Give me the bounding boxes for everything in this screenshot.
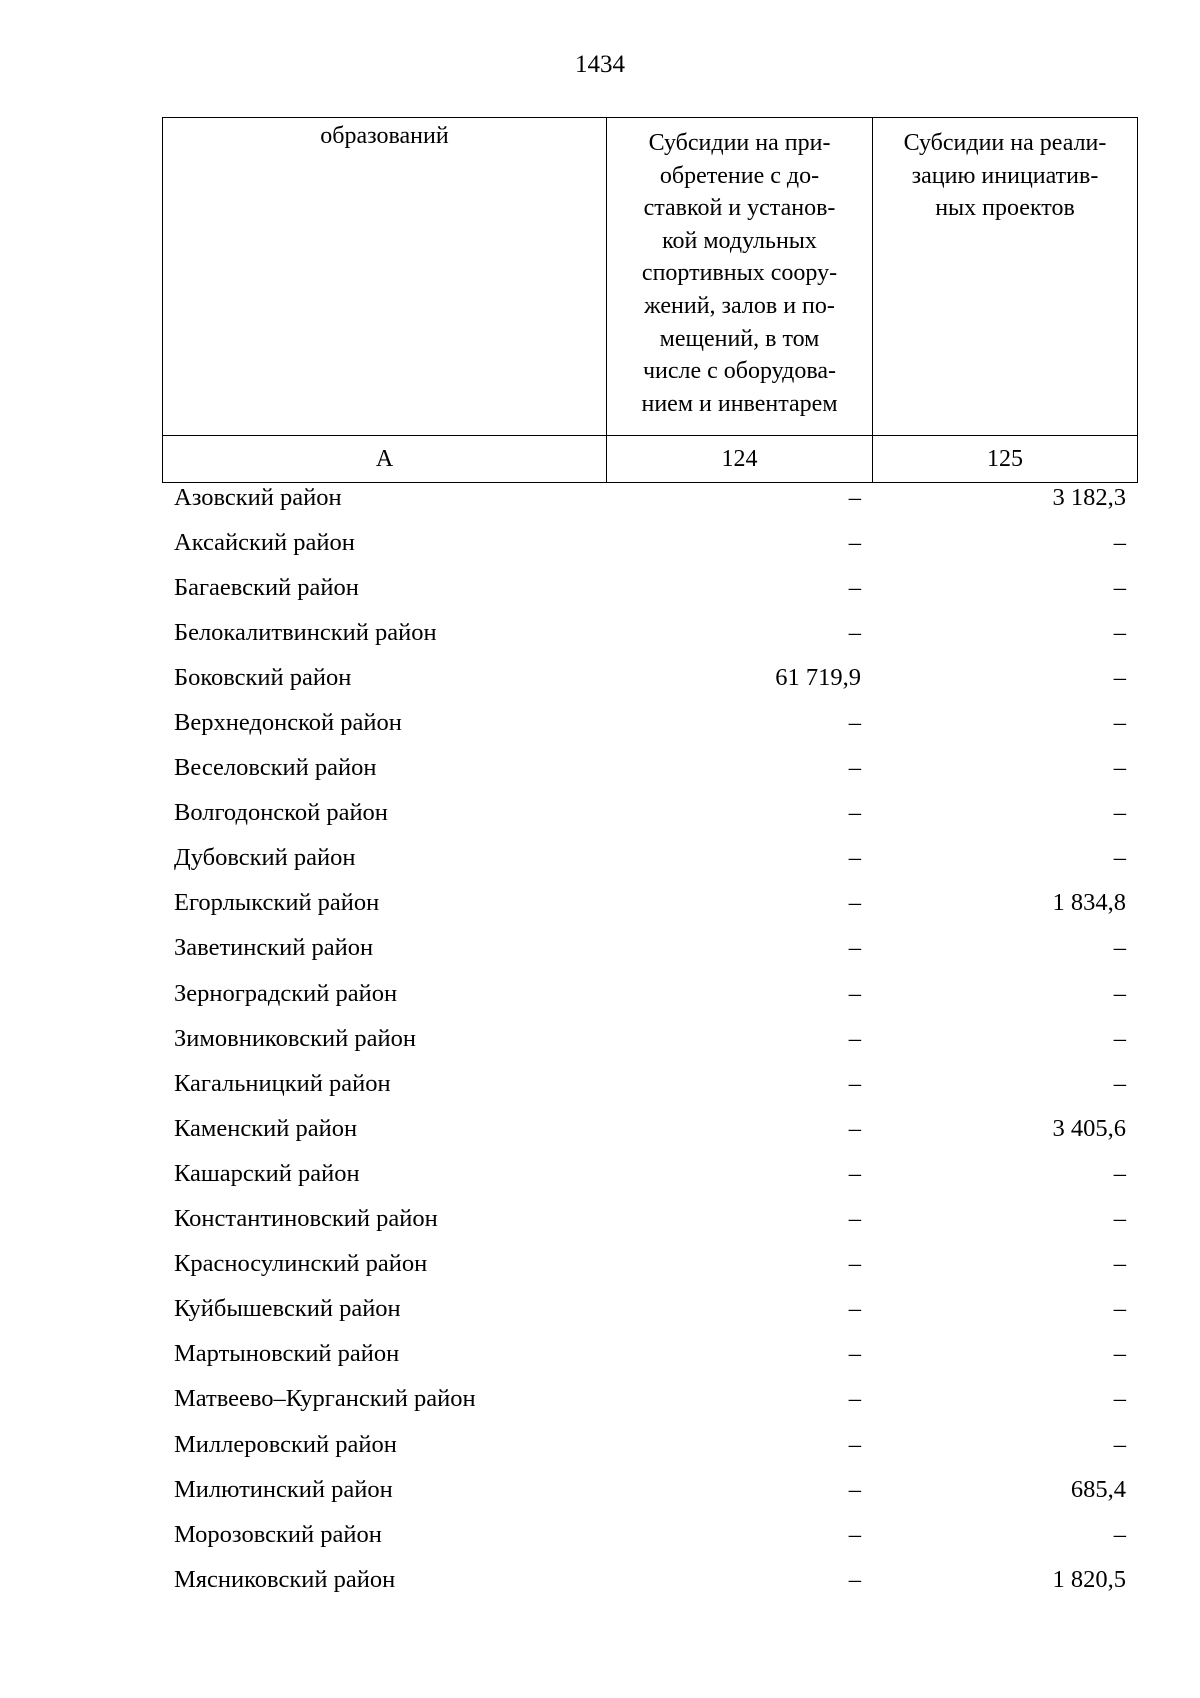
row-value-124: –	[848, 1295, 861, 1323]
row-value-124: –	[848, 483, 861, 511]
row-name: Куйбышевский район	[174, 1295, 401, 1323]
row-value-125: –	[1113, 573, 1126, 601]
row-value-124: 61 719,9	[775, 663, 861, 691]
table-row	[162, 1422, 1137, 1467]
page-number: 1434	[575, 51, 625, 78]
row-name: Кашарский район	[174, 1159, 360, 1187]
header-col-124-line: нием и инвентарем	[641, 390, 838, 417]
row-value-125: –	[1113, 799, 1126, 827]
row-value-125: –	[1113, 844, 1126, 872]
row-value-124: –	[848, 1475, 861, 1503]
row-value-125: 3 182,3	[1052, 483, 1126, 511]
row-name: Мясниковский район	[174, 1565, 396, 1593]
row-value-124: –	[848, 1565, 861, 1593]
table-row	[162, 1467, 1137, 1512]
row-value-125: –	[1113, 1295, 1126, 1323]
row-name: Егорлыкский район	[174, 889, 380, 917]
row-name: Красносулинский район	[174, 1250, 428, 1278]
row-name: Каменский район	[174, 1114, 358, 1142]
table-row	[162, 1377, 1137, 1422]
row-name: Заветинский район	[174, 934, 374, 962]
row-value-124: –	[848, 1159, 861, 1187]
table-row	[162, 655, 1137, 700]
row-value-124: –	[848, 1520, 861, 1548]
header-col-124-line: числе с оборудова-	[642, 358, 837, 385]
header-col-124	[607, 118, 873, 436]
header-col-124-line: мещений, в том	[659, 325, 820, 352]
row-value-125: 685,4	[1070, 1475, 1126, 1503]
row-value-125: –	[1113, 1205, 1126, 1233]
table-row	[162, 1242, 1137, 1287]
row-name: Зимовниковский район	[174, 1024, 416, 1052]
row-name: Матвеево–Курганский район	[174, 1385, 476, 1413]
table-row	[162, 1106, 1137, 1151]
header-col-124-line: ставкой и установ-	[643, 195, 836, 222]
row-name: Белокалитвинский район	[174, 618, 437, 646]
row-value-124: –	[848, 1340, 861, 1368]
row-value-125: –	[1113, 663, 1126, 691]
row-value-124: –	[848, 1114, 861, 1142]
row-value-125: 1 834,8	[1052, 889, 1126, 917]
row-value-124: –	[848, 754, 861, 782]
row-value-125: –	[1113, 1430, 1126, 1458]
row-name: Волгодонской район	[174, 799, 388, 827]
header-col-124-line: кой модульных	[662, 227, 817, 254]
table-header	[162, 117, 1138, 483]
row-value-124: –	[848, 979, 861, 1007]
table-body	[162, 475, 1137, 1602]
index-124: 124	[607, 436, 873, 483]
row-value-124: –	[848, 844, 861, 872]
table-row	[162, 791, 1137, 836]
row-value-124: –	[848, 1205, 861, 1233]
row-value-125: –	[1113, 1024, 1126, 1052]
row-value-124: –	[848, 934, 861, 962]
index-125: 125	[873, 436, 1138, 483]
index-a: А	[163, 436, 607, 483]
row-value-125: –	[1113, 754, 1126, 782]
row-name: Константиновский район	[174, 1205, 438, 1233]
row-name: Миллеровский район	[174, 1430, 397, 1458]
header-col-124-line: обретение с до-	[659, 162, 820, 189]
row-value-125: –	[1113, 1340, 1126, 1368]
table-row	[162, 1557, 1137, 1602]
row-value-125: –	[1113, 709, 1126, 737]
row-value-124: –	[848, 799, 861, 827]
table-row	[162, 475, 1137, 520]
row-name: Верхнедонской район	[174, 709, 402, 737]
table-row	[162, 836, 1137, 881]
row-name: Кагальницкий район	[174, 1069, 391, 1097]
table-row	[162, 1061, 1137, 1106]
table-row	[162, 1151, 1137, 1196]
table-row	[162, 1287, 1137, 1332]
table-row	[162, 926, 1137, 971]
row-value-125: –	[1113, 528, 1126, 556]
row-name: Багаевский район	[174, 573, 359, 601]
table-row	[162, 1332, 1137, 1377]
table-row	[162, 881, 1137, 926]
row-name: Боковский район	[174, 663, 352, 691]
header-col-125-line: Субсидии на реали-	[903, 130, 1107, 156]
row-value-125: –	[1113, 618, 1126, 646]
table-row	[162, 1016, 1137, 1061]
header-municipality: образований	[163, 118, 607, 436]
row-value-124: –	[848, 889, 861, 917]
row-value-125: 1 820,5	[1052, 1565, 1126, 1593]
header-col-124-line: Субсидии на при-	[648, 130, 831, 156]
row-name: Дубовский район	[174, 844, 356, 872]
table-row	[162, 1197, 1137, 1242]
row-value-125: –	[1113, 1250, 1126, 1278]
table-row	[162, 700, 1137, 745]
row-value-124: –	[848, 528, 861, 556]
row-value-124: –	[848, 1024, 861, 1052]
row-value-125: 3 405,6	[1052, 1114, 1126, 1142]
row-name: Азовский район	[174, 483, 342, 511]
row-value-124: –	[848, 1250, 861, 1278]
header-row	[163, 118, 1138, 436]
header-col-125	[873, 118, 1138, 436]
row-name: Зерноградский район	[174, 979, 398, 1007]
table-row	[162, 971, 1137, 1016]
row-name: Милютинский район	[174, 1475, 393, 1503]
row-name: Аксайский район	[174, 528, 355, 556]
row-value-124: –	[848, 1385, 861, 1413]
header-col-124-line: жений, залов и по-	[644, 292, 835, 319]
row-value-125: –	[1113, 1385, 1126, 1413]
table-row	[162, 610, 1137, 655]
row-name: Веселовский район	[174, 754, 377, 782]
row-value-124: –	[848, 1069, 861, 1097]
row-value-124: –	[848, 709, 861, 737]
row-value-125: –	[1113, 934, 1126, 962]
table-row	[162, 565, 1137, 610]
table-row	[162, 746, 1137, 791]
row-value-125: –	[1113, 1520, 1126, 1548]
row-value-125: –	[1113, 979, 1126, 1007]
row-value-124: –	[848, 618, 861, 646]
header-col-125-line: ных проектов	[935, 195, 1075, 222]
table-row	[162, 520, 1137, 565]
row-value-124: –	[848, 1430, 861, 1458]
row-name: Морозовский район	[174, 1520, 382, 1548]
header-col-124-line: спортивных соору-	[641, 260, 838, 287]
row-value-125: –	[1113, 1159, 1126, 1187]
row-name: Мартыновский район	[174, 1340, 400, 1368]
header-col-125-line: зацию инициатив-	[911, 162, 1099, 189]
table-row	[162, 1512, 1137, 1557]
row-value-124: –	[848, 573, 861, 601]
row-value-125: –	[1113, 1069, 1126, 1097]
